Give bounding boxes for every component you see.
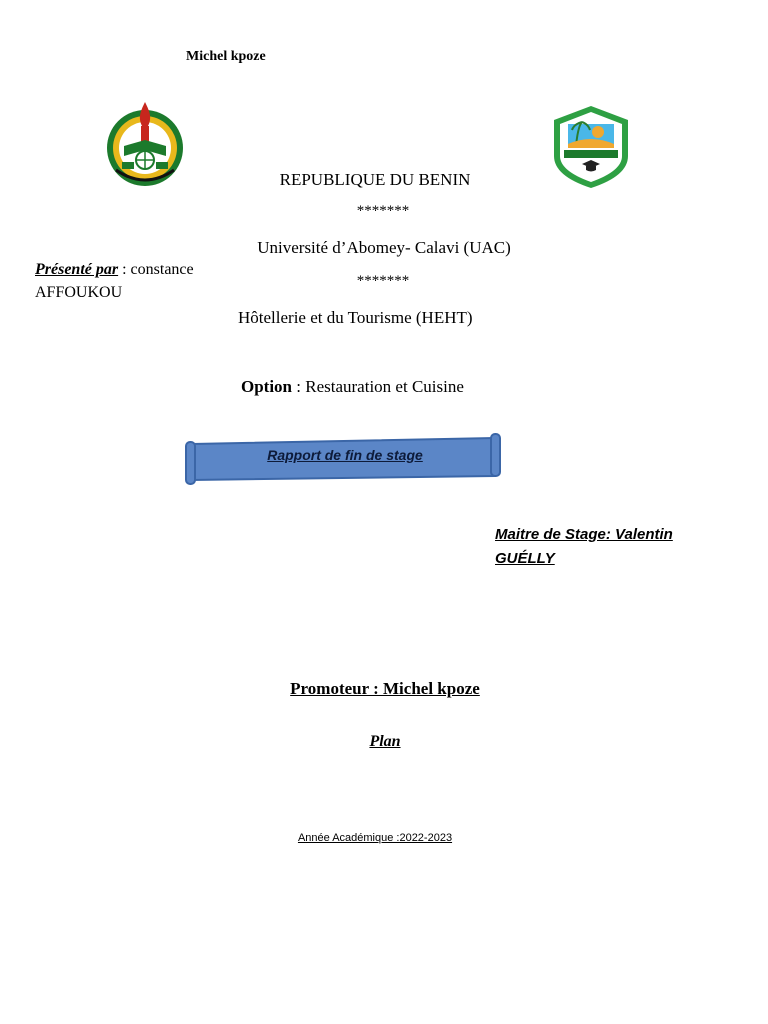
university-name: Université d’Abomey- Calavi (UAC) (257, 238, 511, 257)
report-title: Rapport de fin de stage (267, 447, 423, 463)
school-name: Hôtellerie et du Tourisme (HEHT) (238, 308, 473, 327)
option-label: Option (241, 377, 293, 396)
promoter-line: Promoteur : Michel kpoze (290, 679, 480, 698)
option-value: : Restauration et Cuisine (292, 377, 464, 396)
university-seal-icon (104, 98, 186, 190)
presented-by-value: : constance AFFOUKOU (35, 261, 194, 301)
presented-by (35, 258, 255, 304)
plan-heading: Plan (369, 733, 401, 750)
option-line (241, 377, 464, 397)
top-author-name: Michel kpoze (186, 49, 266, 64)
presented-by-label: Présenté par (35, 261, 119, 278)
internship-supervisor: Maitre de Stage: Valentin GUÉLLY (495, 526, 673, 567)
academic-year: Année Académique :2022-2023 (297, 832, 453, 844)
country-heading: REPUBLIQUE DU BENIN (279, 170, 471, 189)
separator-stars: ******* (356, 203, 410, 219)
separator-stars: ******* (356, 273, 410, 289)
